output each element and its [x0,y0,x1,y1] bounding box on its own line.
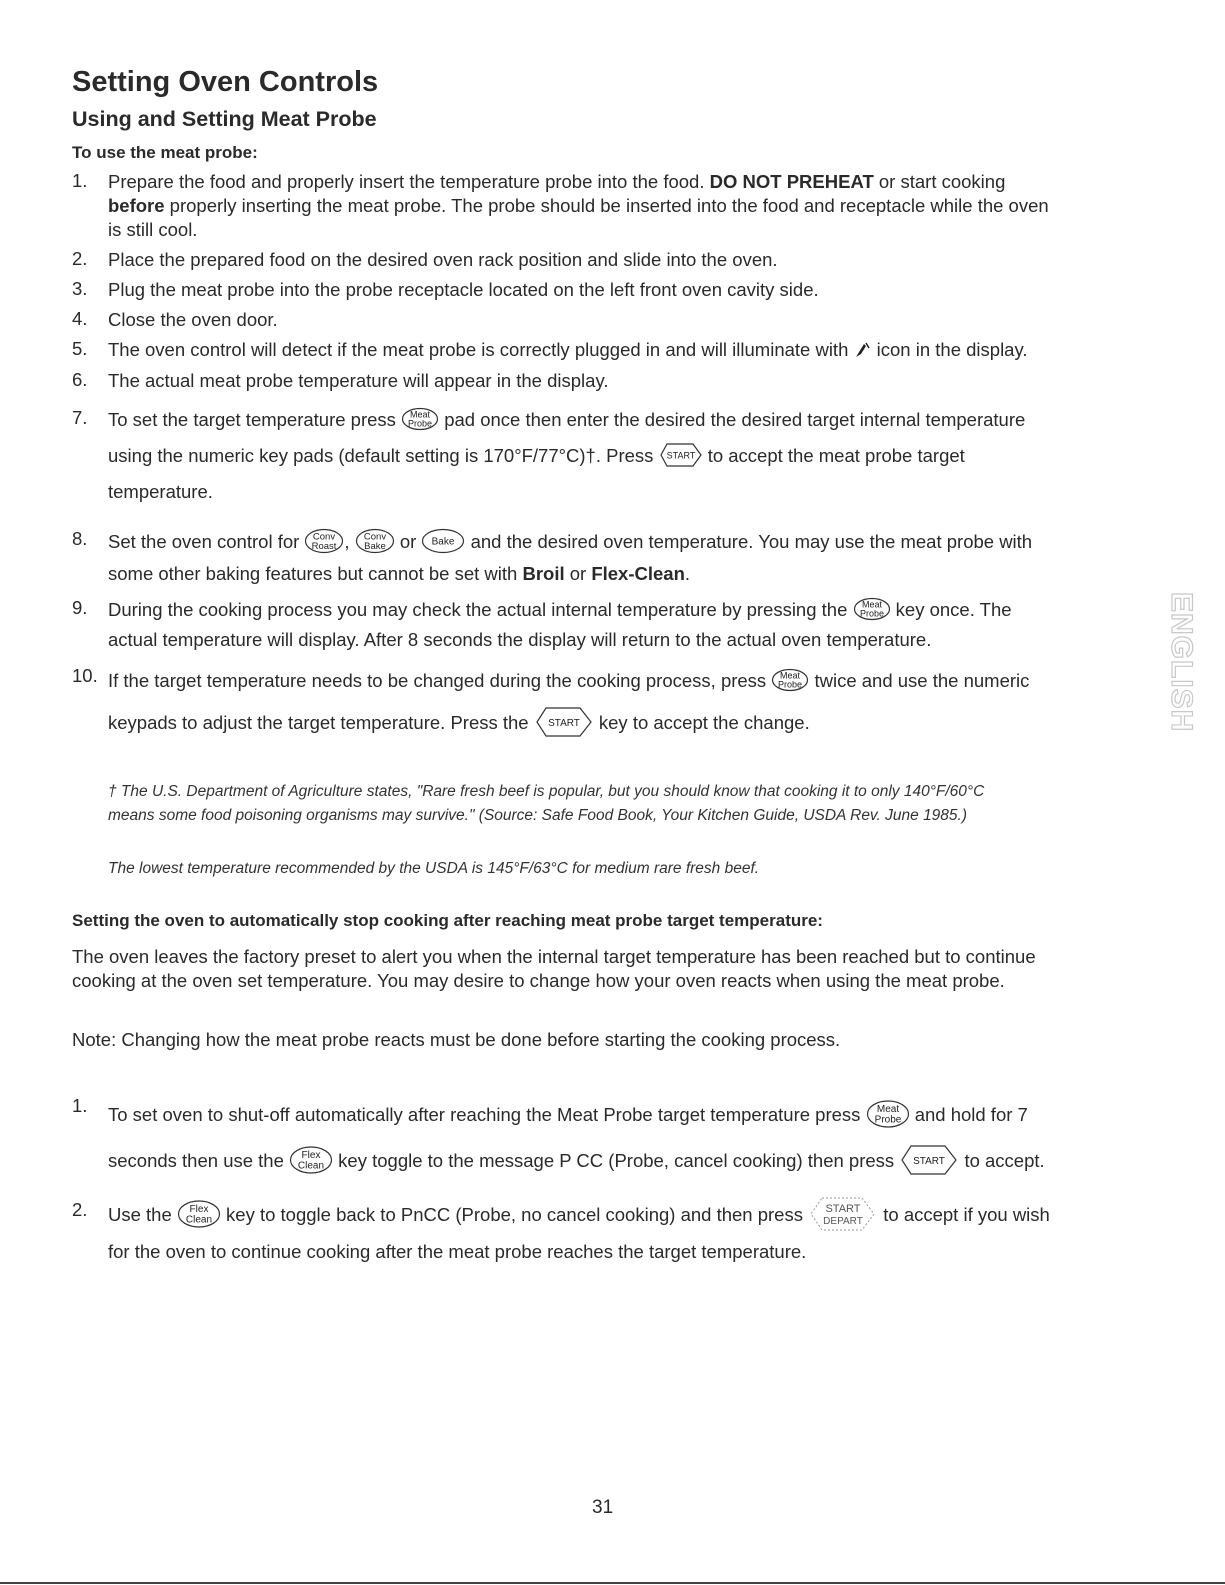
svg-text:Bake: Bake [363,541,386,553]
flex-clean-key-icon [177,1199,221,1229]
svg-text:START: START [825,1203,861,1215]
flex-clean-key-icon [289,1145,333,1175]
step-number: 8. [72,528,88,549]
svg-text:DEPART: DEPART [823,1216,863,1227]
meat-probe-key-icon [853,597,891,621]
step-number: 6. [72,369,88,390]
auto-stop-heading: Setting the oven to automatically stop cooking after reaching meat probe target temperature: [72,911,823,930]
svg-text:Probe: Probe [874,1114,901,1126]
step-number: 5. [72,338,88,359]
bake-key-icon [421,528,465,554]
auto-step-2-text: Use the Flex Clean key to toggle back to PnCC (Probe, no cancel cooking) and then press START DEPART to accept if you wish for the oven to continue cooking after the meat probe reaches the target temperature. [108,1197,1050,1269]
step-number: 3. [72,278,88,299]
svg-text:Meat: Meat [876,1104,899,1116]
step-6-text: The actual meat probe temperature will appear in the display. [108,370,609,391]
step-10-text: If the target temperature needs to be changed during the cooking process, press Meat Probe twice and use the numeric keypads to adjust the target temperature. Press the START key to accept the change. [108,660,1029,744]
step-number: 10. [72,665,98,686]
svg-text:Conv: Conv [363,531,386,543]
page-number: 31 [592,1497,614,1518]
svg-text:START: START [666,450,695,461]
svg-text:Probe: Probe [859,608,884,619]
footnote-usda: † The U.S. Department of Agriculture states, "Rare fresh beef is popular, but you should know that cooking it to only 140°F/60°C means some food poisoning organisms may survive." (Source: Safe Food Book, Your Kitchen Guide, USDA Rev. June 1985.) [108,783,985,824]
probe-icon [854,340,872,358]
page-title: Setting Oven Controls [72,66,379,98]
step-5-text: The oven control will detect if the meat probe is correctly plugged in and will illuminate with icon in the display. [108,339,1028,360]
step-8-text: Set the oven control for Conv Roast , Conv Bake or Bake and the desired oven temperature. You may use the meat probe with some other baking features but cannot be set with Broil or Flex-Clean. [108,526,1032,590]
svg-text:Meat: Meat [861,599,882,610]
meat-probe-key-icon [401,407,439,431]
meat-probe-key-icon [771,668,809,692]
step-2-text: Place the prepared food on the desired oven rack position and slide into the oven. [108,249,778,270]
svg-text:Meat: Meat [780,670,801,681]
step-1-text: Prepare the food and properly insert the temperature probe into the food. DO NOT PREHEAT or start cooking before properly inserting the meat probe. The probe should be inserted into the food and receptacle while the oven is still cool. [108,171,1049,240]
step-number: 4. [72,308,88,329]
auto-stop-paragraph: The oven leaves the factory preset to alert you when the internal target temperature has been reached but to continue cooking at the oven set temperature. You may desire to change how your oven reacts when using the meat probe. [72,946,1036,991]
svg-text:START: START [913,1156,946,1168]
section-title: Using and Setting Meat Probe [72,107,377,131]
svg-text:Flex: Flex [301,1150,321,1162]
start-key-icon [659,442,703,468]
start-depart-key-icon [808,1195,878,1233]
meat-probe-key-icon [866,1099,910,1129]
svg-text:Flex: Flex [189,1204,209,1215]
start-key-icon [899,1143,959,1177]
step-number: 1. [72,170,88,191]
bottom-rule [0,1582,1225,1584]
svg-text:START: START [547,718,580,730]
conv-roast-key-icon [304,528,344,554]
conv-bake-key-icon [355,528,395,554]
language-side-tab [1148,590,1198,740]
svg-text:Conv: Conv [313,531,336,543]
svg-text:Clean: Clean [185,1214,212,1226]
subsection-heading: To use the meat probe: [72,143,258,162]
footnote-lowest-temp: The lowest temperature recommended by the USDA is 145°F/63°C for medium rare fresh beef. [108,860,760,877]
step-9-text: During the cooking process you may check the actual internal temperature by pressing the Meat Probe key once. The actual temperature will display. After 8 seconds the display will return to the actual oven temperature. [108,599,1012,650]
auto-step-1-text: To set oven to shut-off automatically after reaching the Meat Probe target temperature press Meat Probe and hold for 7 seconds then use the Flex Clean key toggle to the message P CC (Probe, cancel cooking) then press START to accept. [108,1092,1045,1184]
step-number: 2. [72,248,88,269]
svg-text:Meat: Meat [410,409,431,420]
note-text: Note: Changing how the meat probe reacts must be done before starting the cooking process. [72,1029,841,1050]
svg-text:Probe: Probe [408,418,433,429]
step-number: 7. [72,407,88,428]
step-number: 1. [72,1095,88,1116]
svg-text:Roast: Roast [312,541,337,553]
svg-text:Clean: Clean [297,1160,325,1172]
step-number: 9. [72,597,88,618]
step-number: 2. [72,1199,88,1220]
start-key-icon [534,705,594,739]
language-label: ENGLISH [1165,592,1198,733]
step-3-text: Plug the meat probe into the probe receptacle located on the left front oven cavity side. [108,279,819,300]
svg-text:Bake: Bake [432,536,455,548]
svg-text:Probe: Probe [778,679,803,690]
step-7-text: To set the target temperature press Meat Probe pad once then enter the desired the desired target internal temperature using the numeric key pads (default setting is 170°F/77°C)†. Press START to accept the meat probe target temperature. [108,409,1026,502]
step-4-text: Close the oven door. [108,309,278,330]
